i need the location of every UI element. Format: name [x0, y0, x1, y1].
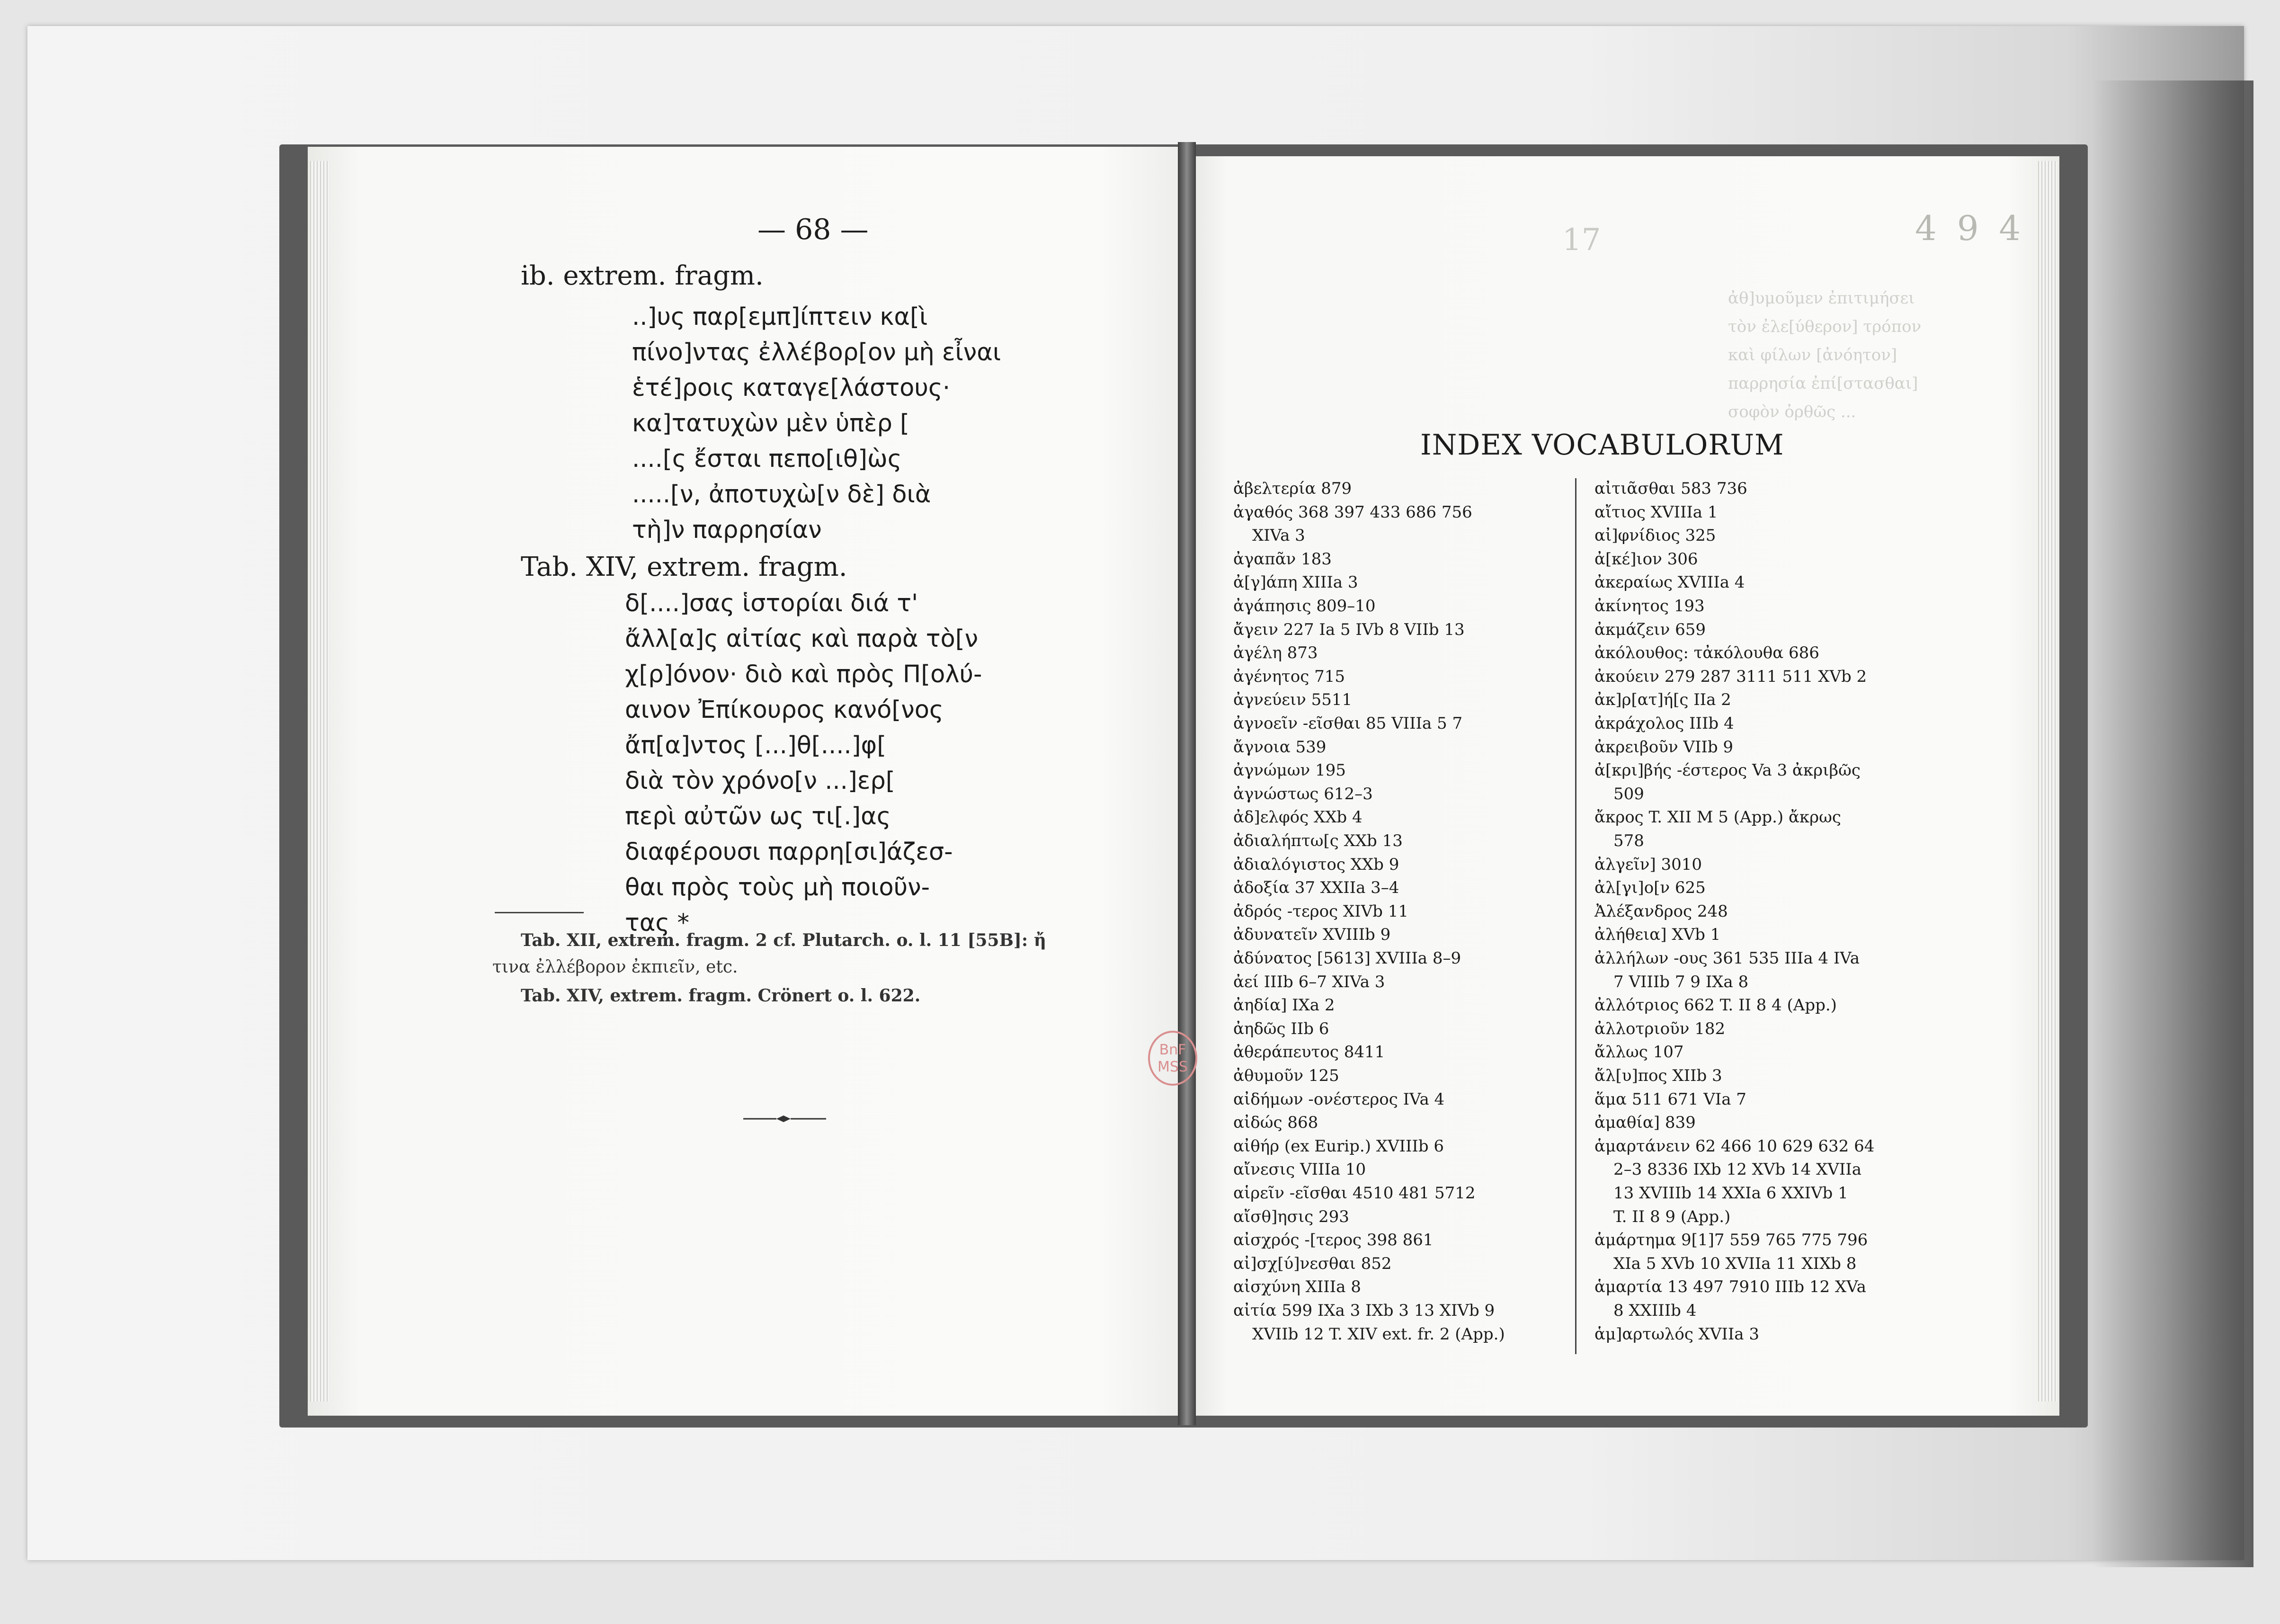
- index-entry: ἀθεράπευτος 8411: [1233, 1043, 1385, 1062]
- book-gutter: [1178, 142, 1196, 1425]
- index-entry: ἀμαθία] 839: [1594, 1113, 1696, 1133]
- index-entry: αἰτία 599 IXa 3 IXb 3 13 XIVb 9: [1233, 1301, 1495, 1320]
- index-entry: ἀγένητος 715: [1233, 667, 1345, 686]
- left-page-edges: [310, 161, 329, 1401]
- stamp-line: MSS: [1158, 1059, 1188, 1075]
- faint-line: παρρησία ἐπί[στασθαι]: [1728, 374, 1918, 393]
- index-entry: ἀ[κρι]βής -έστερος Va 3 ἀκριβῶς: [1594, 761, 1861, 780]
- index-entry: ἀδρός -τερος XIVb 11: [1233, 901, 1408, 921]
- faint-line: ἀθ]υμοῦμεν ἐπιτιμήσει: [1728, 289, 1915, 308]
- index-entry: ἀγέλη 873: [1233, 643, 1318, 663]
- index-entry: ἄκρος T. XII M 5 (App.) ἄκρως: [1594, 808, 1841, 827]
- greek-text-line: διὰ τὸν χρόνο[ν ...]ερ[: [625, 767, 895, 795]
- stamp-line: BnF: [1159, 1042, 1186, 1058]
- index-entry: ἀδ]ελφός XXb 4: [1233, 808, 1363, 827]
- index-entry: ἀδύνατος [5613] XVIIIa 8–9: [1233, 949, 1461, 968]
- page-number: — 68 —: [757, 213, 869, 246]
- right-page-edges: [2038, 161, 2057, 1401]
- index-entry: ἀκίνητος 193: [1594, 597, 1705, 616]
- index-entry: 509: [1613, 784, 1644, 803]
- greek-text-line: .....[ν, ἀποτυχὼ[ν δὲ] διὰ: [632, 481, 931, 509]
- index-entry: ἀλλήλων -ους 361 535 IIIa 4 IVa: [1594, 949, 1860, 968]
- index-entry: ἄγειν 227 Ia 5 IVb 8 VIIb 13: [1233, 620, 1465, 639]
- index-title: INDEX VOCABULORUM: [1420, 428, 1784, 462]
- greek-text-line: περὶ αὐτῶν ως τι[.]ας: [625, 803, 891, 830]
- greek-text-line: πίνο]ντας ἐλλέβορ[ον μὴ εἶναι: [632, 339, 1001, 366]
- index-entry: ἀθυμοῦν 125: [1233, 1066, 1339, 1085]
- index-entry: ἅμα 511 671 VIa 7: [1594, 1089, 1746, 1109]
- faint-page-number: 17: [1562, 223, 1601, 258]
- faint-line: καὶ φίλων [ἀνόητον]: [1728, 346, 1897, 365]
- index-entry: αἴνεσις VIIIa 10: [1233, 1160, 1366, 1179]
- index-entry: ἀβελτερία 879: [1233, 479, 1352, 498]
- index-entry: ἀ[γ]άπη XIIIa 3: [1233, 573, 1358, 592]
- index-entry: ἀγνεύειν 5511: [1233, 690, 1353, 710]
- greek-text-line: ..]υς παρ[εμπ]ίπτειν κα[ὶ: [632, 303, 928, 331]
- index-entry: ἀλγεῖν] 3010: [1594, 855, 1702, 874]
- index-entry: ἀγνώμων 195: [1233, 761, 1346, 780]
- index-entry: αἴτιος XVIIIa 1: [1594, 502, 1718, 522]
- index-entry: αἰ]σχ[ύ]νεσθαι 852: [1233, 1254, 1392, 1273]
- index-entry: ἀγαθός 368 397 433 686 756: [1233, 502, 1472, 522]
- index-entry: ἀγάπησις 809–10: [1233, 597, 1376, 616]
- index-entry: ἀγνοεῖν -εῖσθαι 85 VIIIa 5 7: [1233, 714, 1463, 733]
- greek-text-line: διαφέρουσι παρρη[σι]άζεσ-: [625, 838, 953, 866]
- index-entry: T. II 8 9 (App.): [1613, 1207, 1731, 1226]
- greek-text-line: κα]τατυχὼν μὲν ὑπὲρ [: [632, 410, 909, 437]
- greek-text-line: τὴ]ν παρρησίαν: [632, 516, 822, 544]
- index-entry: 2–3 8336 IXb 12 XVb 14 XVIIa: [1613, 1160, 1861, 1179]
- index-entry: ἀκόλουθος: τἀκόλουθα 686: [1594, 643, 1819, 663]
- index-entry: XIVa 3: [1252, 526, 1305, 545]
- index-entry: 8 XXIIIb 4: [1613, 1301, 1697, 1320]
- greek-text-line: θαι πρὸς τοὺς μὴ ποιοῦν-: [625, 874, 930, 901]
- index-entry: ἀκεραίως XVIIIa 4: [1594, 573, 1745, 592]
- greek-text-line: ἄπ[α]ντος [...]θ[....]φ[: [625, 732, 887, 759]
- index-entry: ἀηδῶς IIb 6: [1233, 1019, 1329, 1038]
- index-entry: Ἀλέξανδρος 248: [1594, 901, 1728, 921]
- index-entry: ἀδιαλόγιστος XXb 9: [1233, 855, 1399, 874]
- index-entry: ἁμαρτάνειν 62 466 10 629 632 64: [1594, 1136, 1875, 1156]
- greek-text-line: δ[....]σας ἱστορίαι διά τ': [625, 589, 918, 617]
- index-entry: ἁμαρτία 13 497 7910 IIIb 12 XVa: [1594, 1277, 1866, 1297]
- index-entry: ἀδοξία 37 XXIIa 3–4: [1233, 878, 1399, 898]
- greek-text-line: αινον Ἐπίκουρος κανό[νος: [625, 696, 944, 724]
- greek-text-line: ἑτέ]ροις καταγε[λάστους·: [632, 374, 951, 402]
- faint-line: σοφὸν ὀρθῶς ...: [1728, 402, 1856, 421]
- greek-text-line: ἄλλ[α]ς αἰτίας καὶ παρὰ τὸ[ν: [625, 625, 979, 653]
- section-heading: Tab. XIV, extrem. fragm.: [521, 552, 847, 582]
- index-entry: αἰτιᾶσθαι 583 736: [1594, 479, 1747, 498]
- index-entry: ἄλ[υ]πος XIIb 3: [1594, 1066, 1722, 1085]
- index-entry: ἄγνοια 539: [1233, 737, 1327, 757]
- index-entry: XIa 5 XVb 10 XVIIa 11 XIXb 8: [1613, 1254, 1857, 1273]
- greek-text-line: χ[ρ]όνον· διὸ καὶ πρὸς Π[ολύ-: [625, 660, 982, 688]
- section-heading: ib. extrem. fragm.: [521, 260, 764, 291]
- right-page-number: 4 9 4: [1915, 208, 2026, 248]
- index-entry: ἄλλως 107: [1594, 1043, 1684, 1062]
- greek-text-line: ....[ς ἔσται πεπο[ιθ]ὼς: [632, 445, 902, 473]
- ornament-divider: [743, 1112, 826, 1126]
- index-entry: ἀγνώστως 612–3: [1233, 784, 1373, 803]
- index-entry: XVIIb 12 T. XIV ext. fr. 2 (App.): [1252, 1324, 1505, 1344]
- index-entry: ἀλήθεια] XVb 1: [1594, 925, 1721, 945]
- index-entry: ἀηδία] IXa 2: [1233, 996, 1335, 1015]
- index-entry: ἁμ]αρτωλός XVIIa 3: [1594, 1324, 1760, 1344]
- index-entry: ἀδυνατεῖν XVIIIb 9: [1233, 925, 1391, 945]
- index-entry: ἀκρειβοῦν VIIb 9: [1594, 737, 1734, 757]
- index-entry: ἁμάρτημα 9[1]7 559 765 775 796: [1594, 1231, 1868, 1250]
- index-entry: αἰδώς 868: [1233, 1113, 1318, 1133]
- index-entry: ἀκράχολος IIIb 4: [1594, 714, 1734, 733]
- index-entry: 7 VIIIb 7 9 IXa 8: [1613, 972, 1749, 991]
- index-entry: ἀκ]ρ[ατ]ή[ς IIa 2: [1594, 690, 1731, 710]
- library-stamp: [1147, 1030, 1199, 1087]
- index-entry: ἀλλοτριοῦν 182: [1594, 1019, 1726, 1038]
- index-entry: ἀκούειν 279 287 3111 511 XVb 2: [1594, 667, 1867, 686]
- index-entry: αἴσθ]ησις 293: [1233, 1207, 1349, 1226]
- index-entry: ἀεί IIIb 6–7 XIVa 3: [1233, 972, 1385, 991]
- index-entry: 13 XVIIIb 14 XXIa 6 XXIVb 1: [1613, 1184, 1848, 1203]
- index-entry: αἰ]φνίδιος 325: [1594, 526, 1716, 545]
- index-entry: ἀλλότριος 662 T. II 8 4 (App.): [1594, 996, 1837, 1015]
- index-entry: αἰσχρός -[τερος 398 861: [1233, 1231, 1434, 1250]
- index-entry: αἰθήρ (ex Eurip.) XVIIIb 6: [1233, 1136, 1444, 1156]
- index-entry: ἀγαπᾶν 183: [1233, 549, 1332, 569]
- index-entry: αἱρεῖν -εῖσθαι 4510 481 5712: [1233, 1184, 1476, 1203]
- index-entry: 578: [1613, 831, 1644, 850]
- footnote: Tab. XII, extrem. fragm. 2 cf. Plutarch. o. l. 11 [55B]: ἤ: [521, 930, 1046, 950]
- index-entry: ἀ[κέ]ιον 306: [1594, 549, 1698, 569]
- footnote: τινα ἐλλέβορον ἐκπιεῖν, etc.: [492, 957, 738, 977]
- greek-text-line: τας *: [625, 909, 689, 937]
- index-entry: αἰδήμων -ονέστερος IVa 4: [1233, 1089, 1445, 1109]
- photo-shadow-edge: [2093, 80, 2253, 1567]
- faint-line: τὸν ἐλε[ύθερον] τρόπον: [1728, 317, 1922, 336]
- index-entry: ἀλ[γι]ο[ν 625: [1594, 878, 1706, 898]
- index-entry: ἀκμάζειν 659: [1594, 620, 1706, 639]
- column-divider: [1575, 478, 1576, 1354]
- index-entry: αἰσχύνη XIIIa 8: [1233, 1277, 1361, 1297]
- index-entry: ἀδιαλήπτω[ς XXb 13: [1233, 831, 1403, 850]
- footnote-rule: [495, 912, 584, 913]
- footnote: Tab. XIV, extrem. fragm. Crönert o. l. 622.: [521, 986, 921, 1006]
